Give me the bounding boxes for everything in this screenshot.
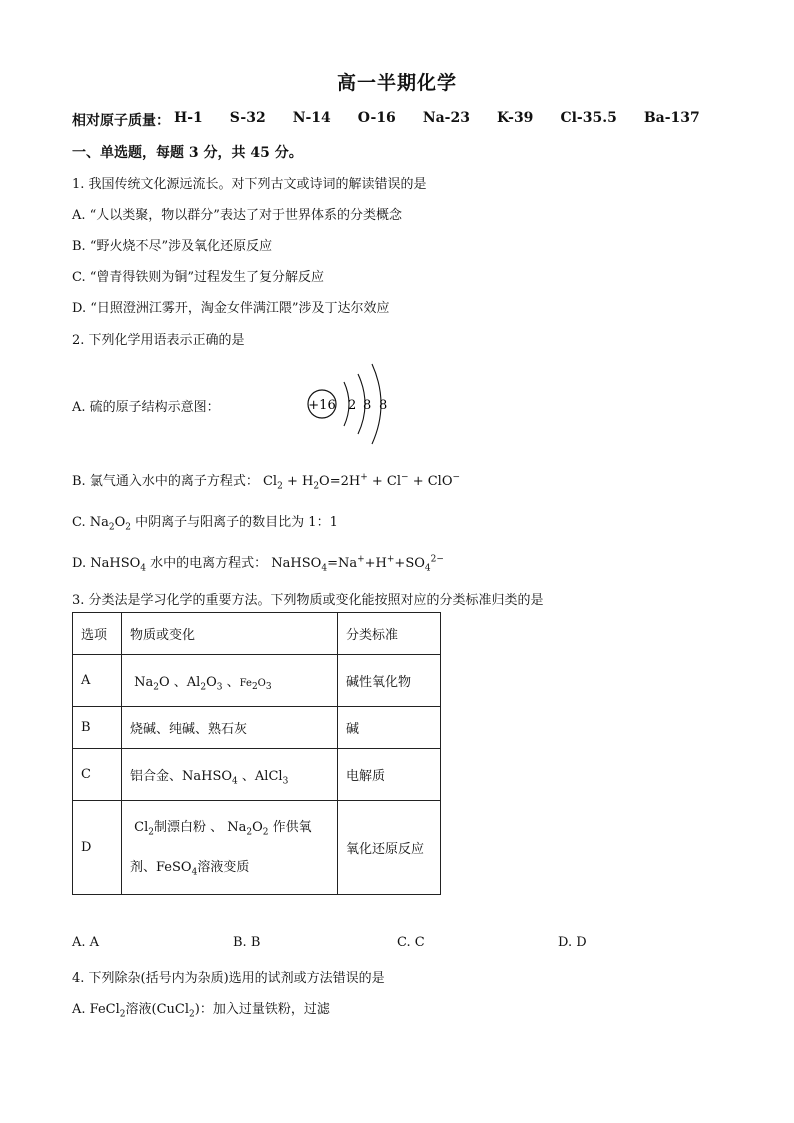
atomic-masses-label: 相对原子质量： [72,113,170,129]
q1-stem: 1. 我国传统文化源远流长。对下列古文或诗词的解读错误的是 [72,177,427,192]
q4-option-a-formula: A. FeCl$_2$溶液(CuCl$_2$) [72,1002,200,1020]
answer-choice: D. D [558,935,587,950]
q2-option-c-text: 中阴离子与阳离子的数目比为 1：1 [135,515,338,530]
shell-electrons: 2 [348,398,357,413]
q4-option-a-text: ：加入过量铁粉，过滤 [199,1002,330,1017]
q2-option-a [72,360,472,450]
q2-option-c [72,511,338,533]
formula-na2o2: $Na_2O_2$ [89,515,132,533]
table-cell-standard: 碱 [338,707,441,749]
table-row [73,801,441,895]
table-cell-option: A [73,655,122,707]
section-heading: 一、单选题，每题 3 分，共 45 分。 [72,145,303,161]
q2-option-d [72,552,444,574]
table-cell-standard: 碱性氧化物 [338,655,441,707]
shell-electrons: 8 [379,398,388,413]
table-cell-substance: 烧碱、纯碱、熟石灰 [122,707,338,749]
table-header: 分类标准 [338,613,441,655]
q1-option-a: A. “人以类聚，物以群分”表达了对于世界体系的分类概念 [72,208,402,223]
q2-option-b-label: B. 氯气通入水中的离子方程式： [72,474,259,489]
mass-item: O-16 [357,110,396,126]
table-row [73,749,441,801]
q2-option-a-label: A. 硫的原子结构示意图： [72,400,220,415]
classification-table [72,612,441,895]
answer-choice: C. C [397,935,425,950]
mass-item: S-32 [229,110,266,126]
mass-item: Na-23 [422,110,470,126]
atomic-masses [72,110,727,130]
q1-option-d: D. “日照澄洲江雾开，淘金女伴满江隈”涉及丁达尔效应 [72,301,390,316]
table-header: 物质或变化 [122,613,338,655]
mass-item: K-39 [496,110,534,126]
mass-item: N-14 [292,110,331,126]
atom-structure-diagram [300,360,410,450]
table-cell-option: D [73,801,122,895]
shell-electrons: 8 [363,398,372,413]
table-cell-option: B [73,707,122,749]
nucleus-charge: +16 [308,398,336,413]
q1-option-c: C. “曾青得铁则为铜”过程发生了复分解反应 [72,270,325,285]
q2-option-d-label: D. [72,556,91,571]
table-header: 选项 [73,613,122,655]
table-cell-standard: 电解质 [338,749,441,801]
q2-option-b [72,470,461,492]
table-cell-option: C [73,749,122,801]
ionization-equation: $NaHSO_4=Na^++H^++SO_4^{2-}$ [271,554,444,574]
q3-stem: 3. 分类法是学习化学的重要方法。下列物质或变化能按照对应的分类标准归类的是 [72,593,544,608]
answer-choice: A. A [72,935,100,950]
table-header-row [73,613,441,655]
q1-option-b: B. “野火烧不尽”涉及氧化还原反应 [72,239,273,254]
mass-item: H-1 [174,110,203,126]
q4-option-a [72,998,330,1020]
q2-stem: 2. 下列化学用语表示正确的是 [72,333,245,348]
page-title: 高一半期化学 [336,72,457,94]
mass-item: Cl-35.5 [560,110,617,126]
q2-option-d-text: 水中的电离方程式： [150,556,268,571]
table-cell-substance: $Cl_2$制漂白粉 、 $Na_2O_2$ 作供氧 剂、FeSO$_4$溶液变质 [122,801,338,895]
table-row [73,655,441,707]
q4-stem: 4. 下列除杂(括号内为杂质)选用的试剂或方法错误的是 [72,971,385,986]
table-cell-standard: 氧化还原反应 [338,801,441,895]
formula-nahso4: NaHSO$_4$ [90,556,146,574]
table-row [73,707,441,749]
mass-item: Ba-137 [643,110,700,126]
q2-option-c-label: C. [72,515,90,530]
answer-choice: B. B [233,935,261,950]
table-cell-substance: 铝合金、NaHSO$_4$ 、AlCl$_3$ [122,749,338,801]
table-cell-substance: $Na_2O$ 、$Al_2O_3$ 、$Fe_2O_3$ [122,655,338,707]
ionic-equation: $Cl_2 + H_2O=2H^+ + Cl^- + ClO^-$ [262,472,461,492]
